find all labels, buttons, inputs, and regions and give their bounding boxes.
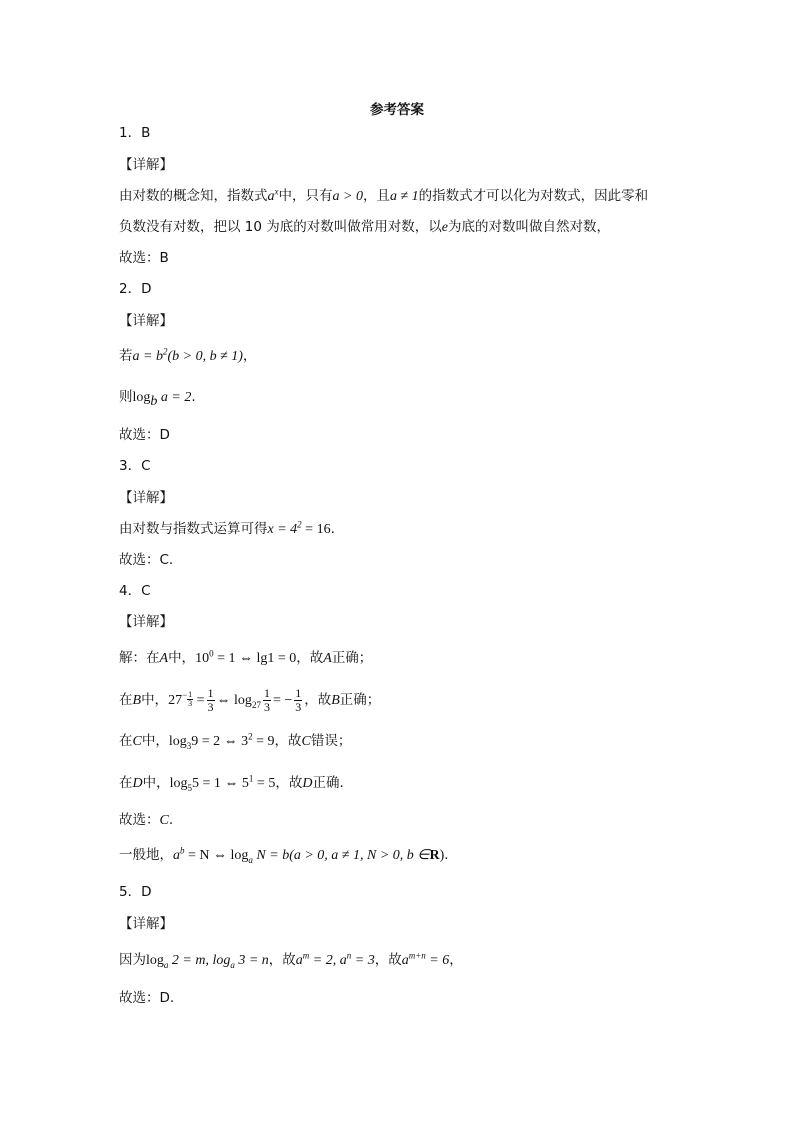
math: C (301, 734, 311, 749)
text: 若 (119, 348, 133, 364)
q2-number: 2．D (119, 281, 152, 297)
text: 在 (119, 692, 133, 708)
math: A (159, 651, 169, 666)
text: 一般地， (119, 847, 173, 863)
page-title: 参考答案 (370, 102, 424, 118)
q4-detail-heading: 【详解】 (119, 614, 173, 630)
text: . (444, 847, 449, 863)
text: ，故 (274, 733, 302, 749)
text: ， (242, 348, 257, 364)
text: 为底的对数叫做自然对数， (447, 219, 610, 235)
text: 解：在 (119, 650, 160, 666)
math: B (132, 693, 142, 708)
q5-answer: 故选：D. (119, 990, 175, 1006)
text: ，故 (304, 692, 332, 708)
math: $a^m = 2$, $a^n = 3$ (295, 950, 375, 968)
q3-answer: 故选：C. (119, 552, 174, 568)
q5-number: 5．D (119, 884, 152, 900)
text: 故选： (119, 812, 160, 828)
q1-detail-heading: 【详解】 (119, 157, 173, 173)
math: $\log_55 = 1$ ⇔ $5^1 = 5$ (169, 773, 276, 793)
q4-line2 (119, 686, 380, 715)
q4-answer (119, 810, 173, 831)
math: $\log_b a = 2$ (132, 390, 192, 409)
q2-line1 (119, 346, 256, 367)
q3-number: 3．C (119, 458, 151, 474)
text: ，故 (275, 775, 303, 791)
math: $a^b = N$ ⇔ $\log_a N = b(a > 0$, a ≠ 1, N > 0, b ∈R) (173, 845, 445, 865)
text: 则 (119, 389, 133, 405)
q5-detail-heading: 【详解】 (119, 916, 173, 932)
text: 中，只有 (278, 188, 333, 204)
q1-number: 1．B (119, 125, 151, 141)
math: $\log_a 2 = m$, $\log_a 3 = n$ (146, 953, 269, 970)
text: 正确； (339, 692, 381, 708)
text: . (330, 521, 335, 537)
text: 中， (141, 733, 169, 749)
q1-answer: 故选：B (119, 250, 169, 266)
math: $\log_39 = 2$ ⇔ $3^2 = 9$ (168, 731, 275, 751)
math: A (323, 651, 332, 666)
text: 在 (119, 775, 133, 791)
math: C (159, 813, 169, 828)
q5-line1 (119, 950, 463, 971)
q1-explanation-line2 (119, 217, 610, 238)
q4-number: 4．C (119, 583, 151, 599)
text: 由对数与指数式运算可得 (119, 521, 268, 537)
math: $10^0 = 1$ ⇔ lg1 = 0 (195, 648, 297, 666)
text: 中， (168, 650, 196, 666)
text: ，故 (374, 952, 402, 968)
text: 在 (119, 733, 133, 749)
text: ，且 (362, 188, 390, 204)
text: 负数没有对数，把以 10 为底的对数叫做常用对数，以 (119, 219, 442, 235)
math: D (132, 776, 143, 791)
text: 的指数式才可以化为对数式，因此零和 (418, 188, 649, 204)
q4-general-note (119, 845, 449, 866)
q4-line4 (119, 773, 344, 794)
text: ， (449, 952, 463, 968)
q2-line2 (119, 387, 196, 408)
text: 中， (141, 692, 169, 708)
q2-answer: 故选：D (119, 427, 170, 443)
q4-line3 (119, 731, 351, 752)
math: C (132, 734, 142, 749)
text: 正确； (331, 650, 373, 666)
q2-detail-heading: 【详解】 (119, 313, 173, 329)
text: ，故 (268, 952, 296, 968)
math: B (331, 693, 340, 708)
text: . (168, 812, 174, 828)
q1-explanation-line1 (119, 186, 648, 207)
math: $a = b^2(b > 0$, b ≠ 1) (132, 346, 243, 364)
text: ，故 (296, 650, 324, 666)
text: 正确. (312, 775, 344, 791)
math: a ≠ 1 (389, 189, 419, 204)
math: D (302, 776, 313, 791)
q3-line1 (119, 519, 335, 540)
math: e (441, 220, 448, 235)
text: 错误； (310, 733, 352, 749)
text: 中， (142, 775, 170, 791)
text: . (191, 389, 196, 405)
text: 由对数的概念知，指数式 (119, 188, 268, 204)
math: 27 − $\frac{1}{3}$ = $\frac{1}{3}$ ⇔ $\log_{27}$ $\frac{1}{3}$ = − $\frac{1}{3}$ (168, 686, 302, 715)
math: a > 0 (332, 189, 363, 204)
text: 因为 (119, 952, 146, 968)
q3-detail-heading: 【详解】 (119, 490, 173, 506)
math: $a^x$ (267, 186, 279, 204)
math: $a^{m+n} = 6$ (401, 950, 450, 968)
q4-line1 (119, 648, 372, 669)
math: $x = 4^2 = 16$ (267, 519, 331, 537)
